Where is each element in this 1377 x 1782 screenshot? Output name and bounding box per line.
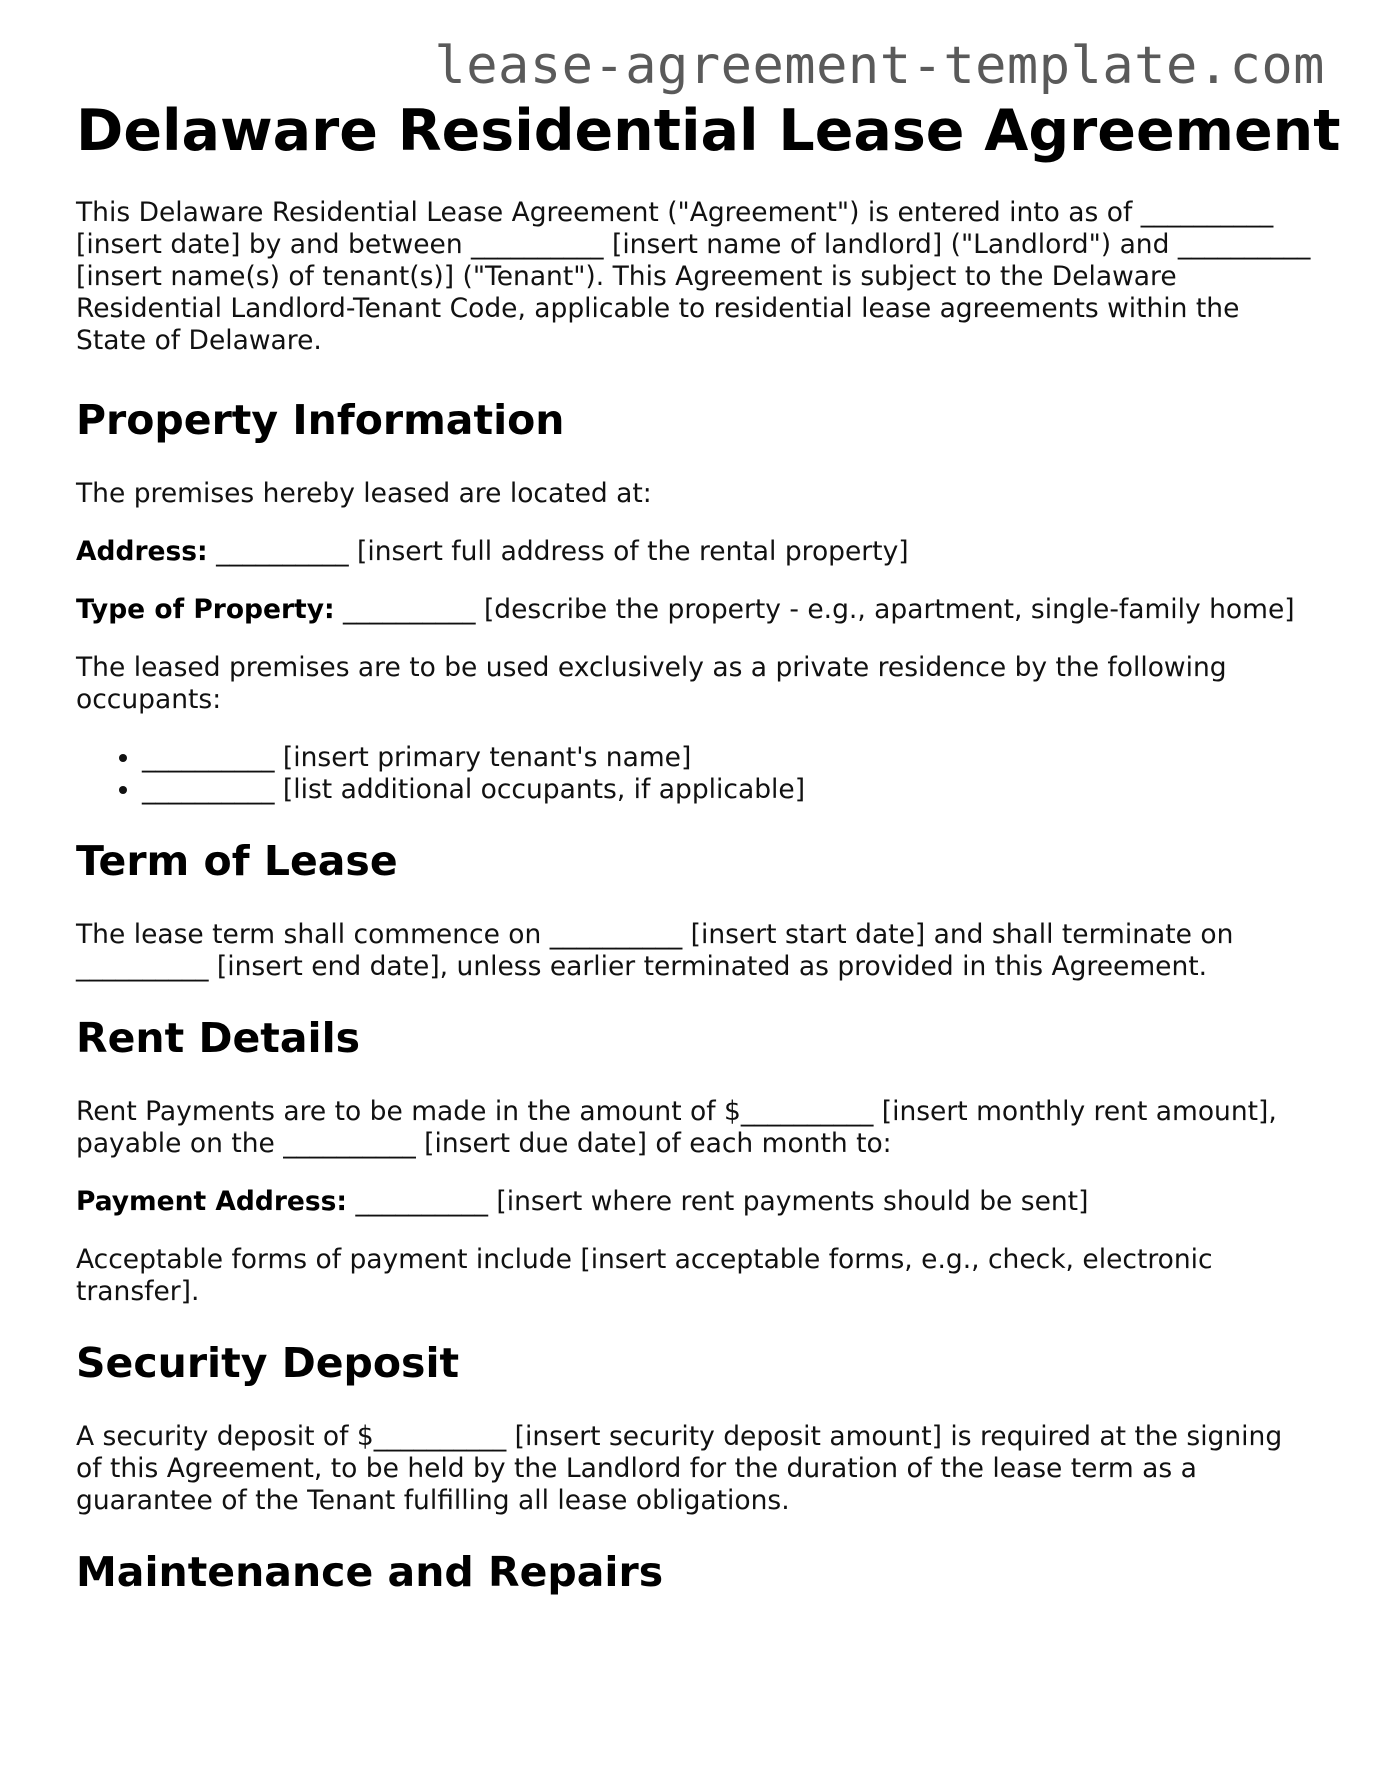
term-heading: Term of Lease [76,837,398,885]
intro-paragraph: This Delaware Residential Lease Agreement ("Agreement") is entered into as of __________ [insert date] by and between __________ [insert name of landlord] ("Landlord") and __________ [insert name(s) of tenant(s)] ("Tenant"). This Agreement is subject to the Delaware Residential Landlord-Tenant Code, applicable to residential lease agreements within the State of Delaware. [76,197,1311,356]
payment-forms-paragraph: Acceptable forms of payment include [insert acceptable forms, e.g., check, electronic transfer]. [76,1244,1213,1307]
document-title: Delaware Residential Lease Agreement [76,98,1341,164]
rent-paragraph: Rent Payments are to be made in the amount of $__________ [insert monthly rent amount], payable on the __________ [insert due date] of each month to: [76,1096,1277,1159]
deposit-paragraph: A security deposit of $__________ [insert security deposit amount] is required at the signing of this Agreement, to be held by the Landlord for the duration of the lease term as a guarantee of the Tenant fulfilling all lease obligations. [76,1421,1283,1516]
address-value: __________ [insert full address of the rental property] [207,536,909,567]
maintenance-heading: Maintenance and Repairs [76,1548,664,1596]
occupants-list [76,742,1316,806]
rent-heading: Rent Details [76,1014,361,1062]
property-type-label: Type of Property: [76,594,335,625]
property-type-value: __________ [describe the property - e.g., apartment, single-family home] [334,594,1295,625]
term-section [76,836,1316,983]
property-section [76,395,1316,806]
list-item: • __________ [list additional occupants, if applicable] [142,774,1316,806]
deposit-section [76,1338,1316,1517]
property-heading: Property Information [76,396,565,444]
rent-section [76,1013,1316,1308]
maintenance-section [76,1547,1316,1597]
document-page [76,98,1341,1630]
term-paragraph: The lease term shall commence on __________ [insert start date] and shall terminate on __________ [insert end date], unless earlier terminated as provided in this Agreement. [76,919,1234,982]
list-item: • __________ [insert primary tenant's name] [142,742,1316,774]
property-lead: The premises hereby leased are located at: [76,478,652,509]
property-type-line [76,594,1316,626]
address-line [76,536,1316,568]
payment-address-label: Payment Address: [76,1186,348,1217]
address-label: Address: [76,536,208,567]
use-paragraph: The leased premises are to be used exclusively as a private residence by the following occupants: [76,652,1227,715]
site-watermark: lease-agreement-template.com [434,36,1325,96]
payment-address-value: __________ [insert where rent payments should be sent] [347,1186,1089,1217]
deposit-heading: Security Deposit [76,1339,460,1387]
payment-address-line [76,1186,1316,1218]
